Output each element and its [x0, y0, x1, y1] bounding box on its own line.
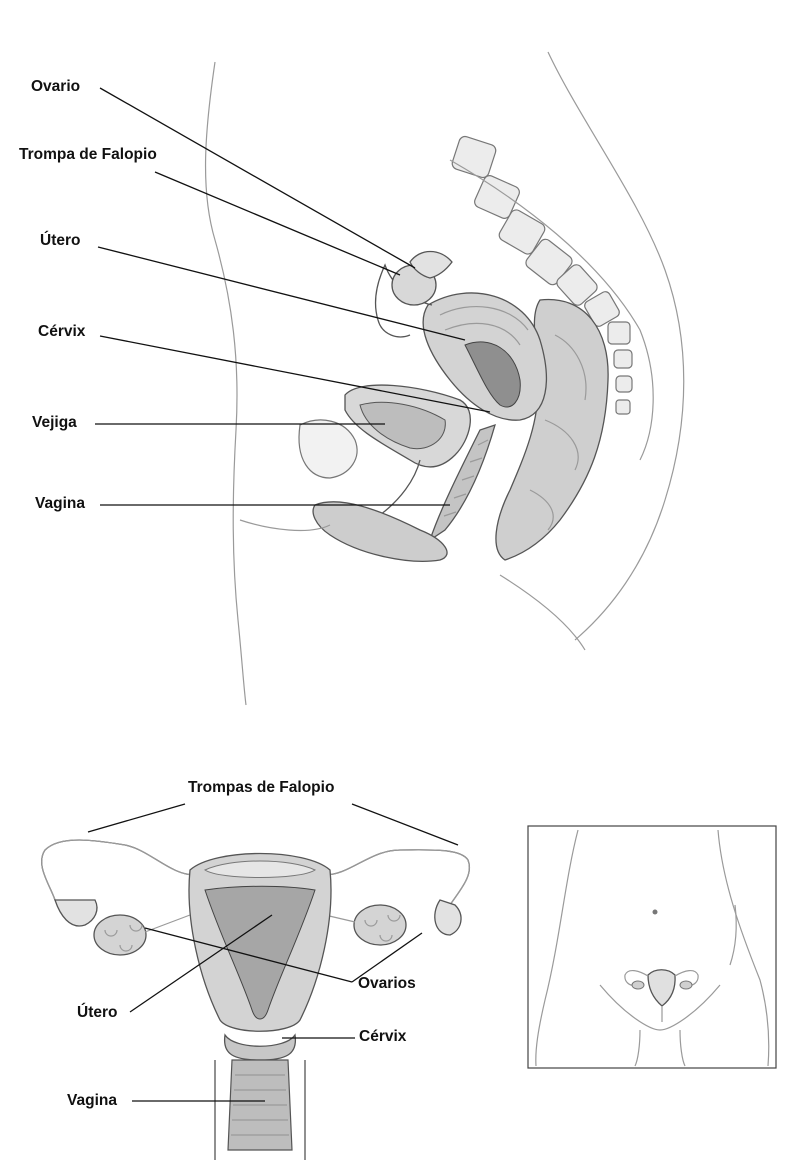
label-cervix-front: Cérvix [359, 1028, 407, 1045]
label-vagina: Vagina [35, 495, 85, 512]
inset-navel [653, 910, 658, 915]
body-front-outline [206, 62, 246, 705]
right-ovary [354, 905, 406, 945]
right-fimbriae [435, 900, 461, 935]
label-ovaries: Ovarios [358, 975, 416, 992]
inset-frame [528, 826, 776, 1068]
urethra [380, 460, 420, 515]
inset-left-ovary [632, 981, 644, 989]
inset-figure [528, 826, 776, 1068]
label-vagina-front: Vagina [67, 1092, 117, 1109]
right-tube-outline [325, 850, 469, 905]
leader-trompas-right [352, 804, 458, 845]
left-tube-outline [42, 840, 195, 900]
label-bladder: Vejiga [32, 414, 77, 431]
leader-ovario [100, 88, 415, 268]
cervix-front [225, 1035, 296, 1060]
label-cervix: Cérvix [38, 323, 86, 340]
right-fallopian-tube [325, 850, 469, 905]
label-fallopian-tube: Trompa de Falopio [19, 146, 157, 163]
label-uterus: Útero [40, 232, 81, 249]
left-fallopian-tube [42, 840, 195, 900]
labia-side [313, 502, 447, 561]
left-ovary [94, 915, 146, 955]
inset-right-ovary [680, 981, 692, 989]
side-view-figure [206, 52, 684, 705]
buttock-outline [500, 575, 585, 650]
pubic-bone [299, 420, 357, 478]
label-ovary: Ovario [31, 78, 81, 95]
label-fallopian-tubes: Trompas de Falopio [188, 779, 335, 796]
label-uterus-front: Útero [77, 1004, 118, 1021]
left-fimbriae [55, 900, 97, 926]
front-view-figure [42, 840, 470, 1160]
leader-trompa [155, 172, 400, 275]
leader-trompas-left [88, 804, 185, 832]
